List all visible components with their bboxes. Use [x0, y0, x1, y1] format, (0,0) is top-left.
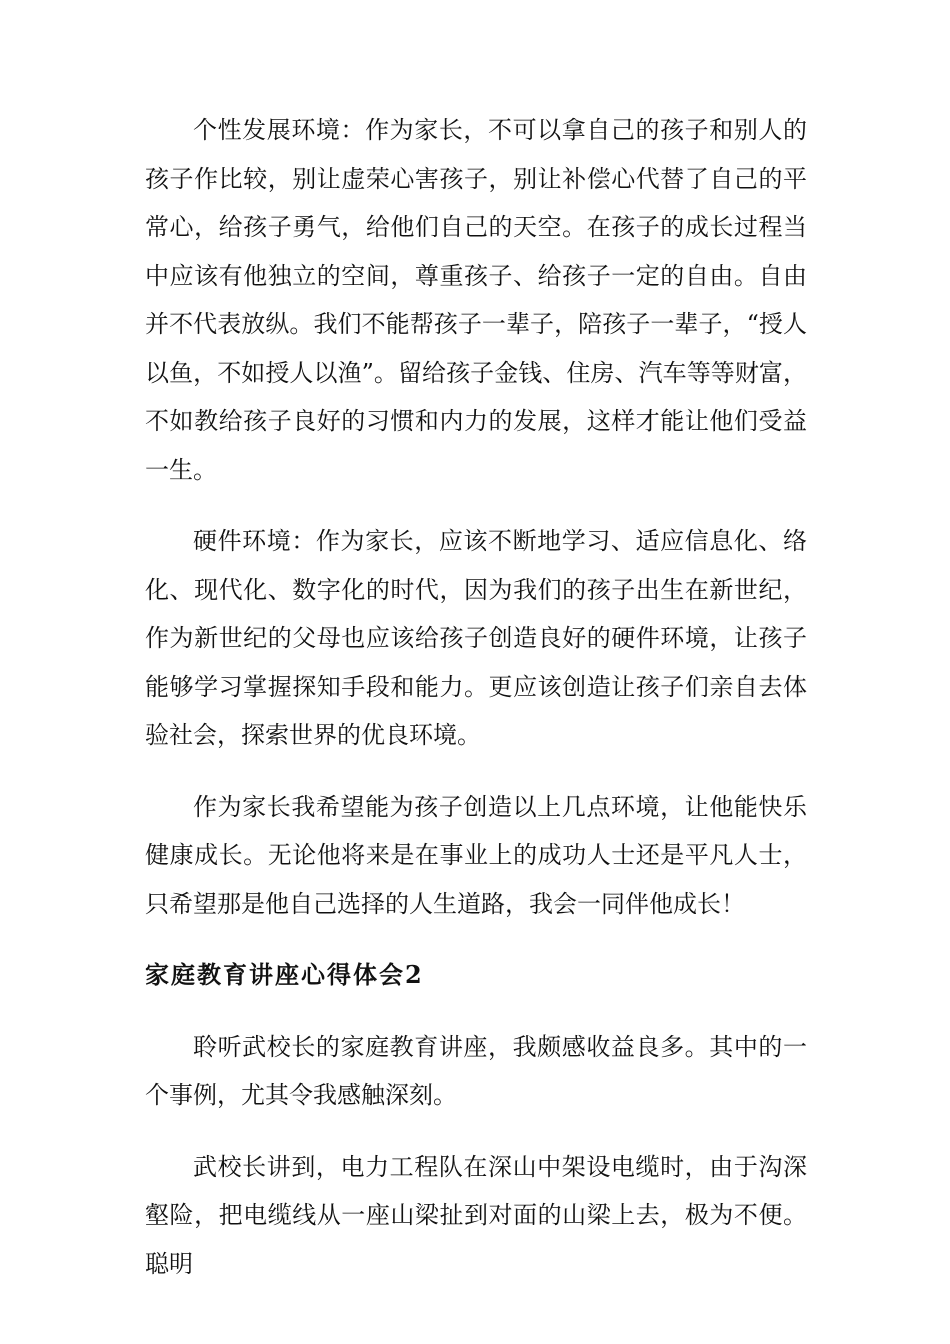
paragraph-cable-story: 武校长讲到，电力工程队在深山中架设电缆时，由于沟深壑险，把电缆线从一座山梁扯到对面的山梁上去，极为不便。聪明 — [145, 1152, 807, 1278]
paragraph-lecture-impression: 聆听武校长的家庭教育讲座，我颇感收益良多。其中的一个事例，尤其令我感触深刻。 — [145, 1032, 807, 1109]
section-heading: 家庭教育讲座心得体会2 — [145, 960, 424, 989]
paragraph-parent-wish: 作为家长我希望能为孩子创造以上几点环境，让他能快乐健康成长。无论他将来是在事业上的成功人士还是平凡人士，只希望那是他自己选择的人生道路，我会一同伴他成长！ — [145, 792, 807, 918]
paragraph-personality-environment: 个性发展环境：作为家长，不可以拿自己的孩子和别人的孩子作比较，别让虚荣心害孩子，别让补偿心代替了自己的平常心，给孩子勇气，给他们自己的天空。在孩子的成长过程当中应该有他独立的空间，尊重孩子、给孩子一定的自由。自由并不代表放纵。我们不能帮孩子一辈子，陪孩子一辈子，“授人以鱼，不如授人以渔”。留给孩子金钱、住房、汽车等等财富，不如教给孩子良好的习惯和内力的发展，这样才能让他们受益一生。 — [145, 116, 807, 484]
paragraph-hardware-environment: 硬件环境：作为家长，应该不断地学习、适应信息化、络化、现代化、数字化的时代，因为我们的孩子出生在新世纪，作为新世纪的父母也应该给孩子创造良好的硬件环境，让孩子能够学习掌握探知手段和能力。更应该创造让孩子们亲自去体验社会，探索世界的优良环境。 — [145, 527, 807, 749]
document-body — [145, 106, 807, 1288]
